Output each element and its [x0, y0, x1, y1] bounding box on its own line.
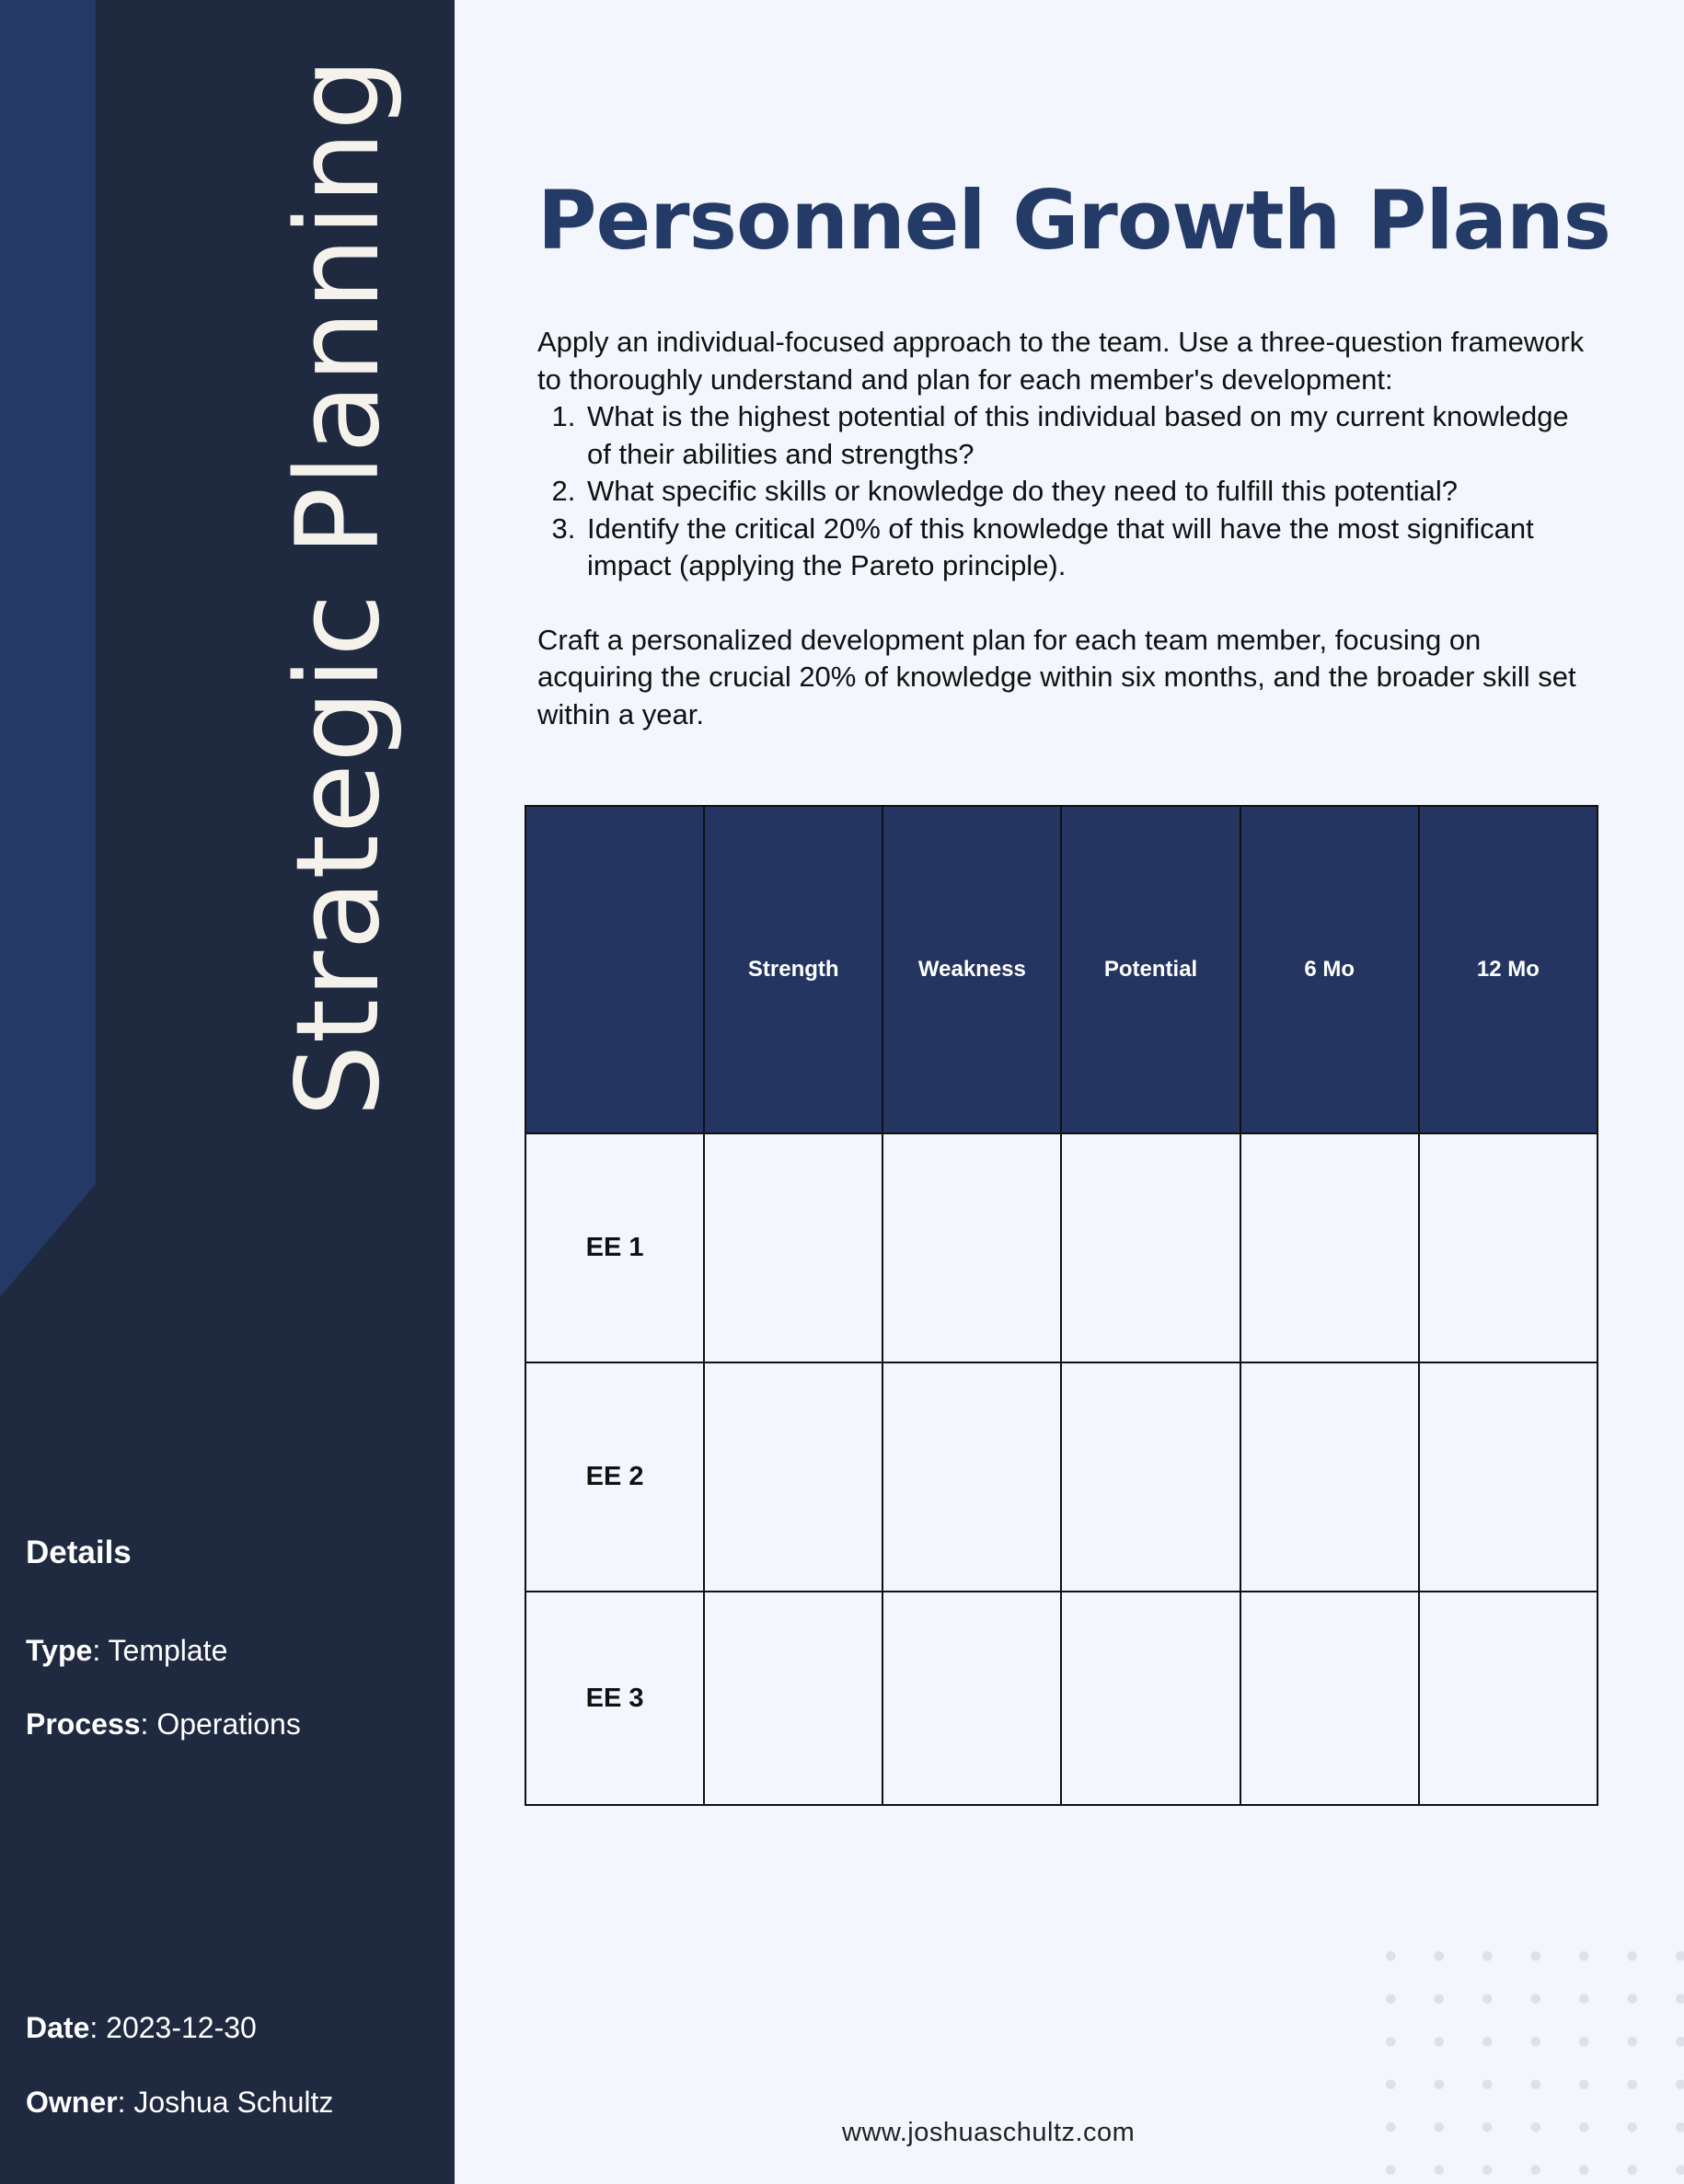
footer-website-link[interactable]: www.joshuaschultz.com	[842, 2118, 1136, 2147]
process-label: Process	[26, 1707, 141, 1741]
intro-text	[537, 324, 1596, 733]
table-cell[interactable]	[1061, 1592, 1240, 1805]
owner-value: : Joshua Schultz	[117, 2086, 334, 2119]
table-cell[interactable]	[882, 1133, 1061, 1362]
table-cell[interactable]	[1419, 1592, 1597, 1805]
vertical-title: Strategic Planning	[272, 57, 405, 1118]
date-label: Date	[26, 2011, 90, 2044]
table-header-weakness: Weakness	[882, 806, 1061, 1133]
detail-date	[26, 2011, 257, 2045]
row-label: EE 3	[525, 1592, 704, 1805]
question-list	[537, 398, 1596, 585]
table-row	[525, 1133, 1597, 1362]
detail-owner	[26, 2086, 333, 2120]
table-header-6mo: 6 Mo	[1240, 806, 1419, 1133]
row-label: EE 1	[525, 1133, 704, 1362]
table-cell[interactable]	[1240, 1133, 1419, 1362]
question-item: 2. What specific skills or knowledge do they need to fulfill this potential?	[583, 473, 1596, 511]
details-heading: Details	[26, 1535, 132, 1570]
sidebar-accent-shape	[0, 0, 96, 1297]
question-item: 3. Identify the critical 20% of this knowledge that will have the most significant impact (applying the Pareto principle).	[583, 511, 1596, 585]
decorative-dot-grid	[1367, 1935, 1684, 2184]
process-value: : Operations	[140, 1707, 301, 1741]
table-row	[525, 1362, 1597, 1592]
table-header-strength: Strength	[704, 806, 882, 1133]
table-header-potential: Potential	[1061, 806, 1240, 1133]
table-cell[interactable]	[1061, 1362, 1240, 1592]
detail-type	[26, 1634, 227, 1668]
sidebar	[0, 0, 455, 2184]
table-cell[interactable]	[1419, 1133, 1597, 1362]
detail-process	[26, 1707, 301, 1741]
row-label: EE 2	[525, 1362, 704, 1592]
question-item: 1. What is the highest potential of this individual based on my current knowledge of their abilities and strengths?	[583, 398, 1596, 473]
table-row	[525, 1592, 1597, 1805]
table-header-corner	[525, 806, 704, 1133]
table-cell[interactable]	[1240, 1592, 1419, 1805]
table-cell[interactable]	[704, 1362, 882, 1592]
type-value: : Template	[92, 1634, 228, 1667]
growth-plan-table	[525, 805, 1598, 1806]
owner-label: Owner	[26, 2086, 118, 2119]
table-cell[interactable]	[882, 1592, 1061, 1805]
table-header-row	[525, 806, 1597, 1133]
date-value: : 2023-12-30	[89, 2011, 257, 2044]
table-cell[interactable]	[704, 1592, 882, 1805]
page-title: Personnel Growth Plans	[537, 173, 1610, 268]
table-cell[interactable]	[1419, 1362, 1597, 1592]
table-cell[interactable]	[882, 1362, 1061, 1592]
table-cell[interactable]	[1240, 1362, 1419, 1592]
table-header-12mo: 12 Mo	[1419, 806, 1597, 1133]
closing-paragraph: Craft a personalized development plan for each team member, focusing on acquiring the crucial 20% of knowledge within six months, and the broader skill set within a year.	[537, 623, 1576, 730]
intro-paragraph: Apply an individual-focused approach to the team. Use a three-question framework to thoroughly understand and plan for each member's development:	[537, 326, 1585, 396]
type-label: Type	[26, 1634, 93, 1667]
table-cell[interactable]	[704, 1133, 882, 1362]
table-cell[interactable]	[1061, 1133, 1240, 1362]
